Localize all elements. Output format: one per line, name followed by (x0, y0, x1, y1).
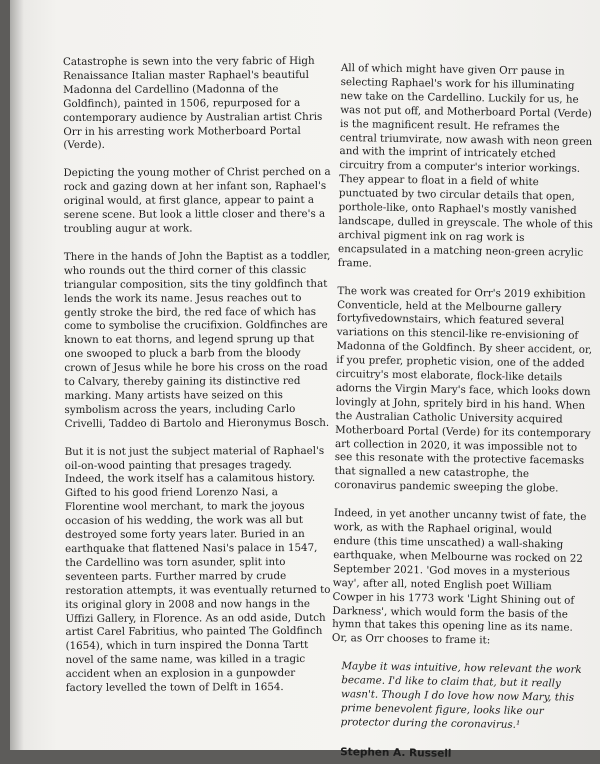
paragraph-goldfinch: There in the hands of John the Baptist as a toddler, who rounds out the third corner of this classic triangular composition, sits the tiny goldfinch that lends the work its name. Jesus reaches out to gently stroke the bird, the red face of which has come to symbolise the crucifixion. Goldfinches are known to eat thorns, and legend sprung up that one swooped to pluck a barb from the bloody crown of Jesus while he bore his cross on the road to Calvary, thereby gaining its distinctive red marking. Many artists have seized on this symbolism across the years, including Carlo Crivelli, Taddeo di Bartolo and Hieronymus Bosch. (63, 249, 331, 430)
paragraph-exhibition: The work was created for Orr's 2019 exhibition Conventicle, held at the Melbourne gallery fortyfivedownstairs, which featured several variations on this stencil-like re-envisioning of Madonna of the Goldfinch. By sheer accident, or, if you prefer, prophetic vision, one of the added circuitry's most elaborate, flock-like details adorns the Virgin Mary's face, which looks down lovingly at John, spritely bird in his hand. When the Australian Catholic University acquired Motherboard Portal (Verde) for its contemporary art collection in 2020, it was impossible not to see this resonate with the protective facemasks that signalled a new catastrophe, the coronavirus pandemic sweeping the globe. (334, 284, 593, 495)
author-signature: Stephen A. Russell (340, 745, 452, 760)
artist-quote: Maybe it was intuitive, how relevant the work became. I'd like to claim that, but it really wasn't. Though I do love how now Mary, this prime benevolent figure, looks like our protector during the coronavirus.¹ (340, 660, 582, 731)
paragraph-intro: Catastrophe is sewn into the very fabric of High Renaissance Italian master Raphael's beautiful Madonna del Cardellino (Madonna of the Goldfinch), painted in 1506, repurposed for a contemporary audience by Australian artist Chris Orr in his arresting work Motherboard Portal (Verde). (63, 54, 323, 152)
paragraph-earthquake: Indeed, in yet another uncanny twist of fate, the work, as with the Raphael original, would endure (this time unscathed) a wall-shaking earthquake, when Melbourne was rocked on 22 September 2021. 'God moves in a mysterious way', after all, noted English poet William Cowper in his 1773 work 'Light Shining out of Darkness', which would form the basis of the hymn that takes this opening line as its name. Or, as Orr chooses to frame it: (331, 507, 587, 647)
paragraph-history: But it is not just the subject material of Raphael's oil-on-wood painting that presages tragedy. Indeed, the work itself has a calamitous history. Gifted to his good friend Lorenzo Nasi, a Florentine wool merchant, to mark the joyous occasion of his wedding, the work was all but destroyed some forty years later. Buried in an earthquake that flattened Nasi's palace in 1547, the Cardellino was torn asunder, split into seventeen parts. Further marred by crude restoration attempts, it was eventually returned to its original glory in 2008 and now hangs in the Uffizi Gallery, in Florence. As an odd aside, Dutch artist Carel Fabritius, who painted The Goldfinch (1654), which in turn inspired the Donna Tartt novel of the same name, was killed in a tragic accident when an explosion in a gunpowder factory levelled the town of Delft in 1654. (64, 444, 331, 695)
paragraph-depicting: Depicting the young mother of Christ perched on a rock and gazing down at her infant son, Raphael's original would, at first glance, appear to paint a serene scene. But look a little closer and there's a troubling augur at work. (63, 166, 331, 235)
book-page (10, 0, 600, 760)
paragraph-orr-take: All of which might have given Orr pause in selecting Raphael's work for his illuminating new take on the Cardellino. Luckily for us, he was not put off, and Motherboard Portal (Verde) is the magnificent result. He reframes the central triumvirate, now awash with neon green and with the imprint of intricately etched circuitry from a computer's interior workings. They appear to float in a field of white punctuated by two circular details that open, porthole-like, onto Raphael's mostly vanished landscape, dulled in greyscale. The whole of this archival pigment ink on rag work is encapsulated in a matching neon-green acrylic frame. (337, 62, 593, 270)
page-gutter-shadow (10, 0, 24, 750)
right-column (330, 62, 599, 764)
left-column (63, 55, 334, 710)
